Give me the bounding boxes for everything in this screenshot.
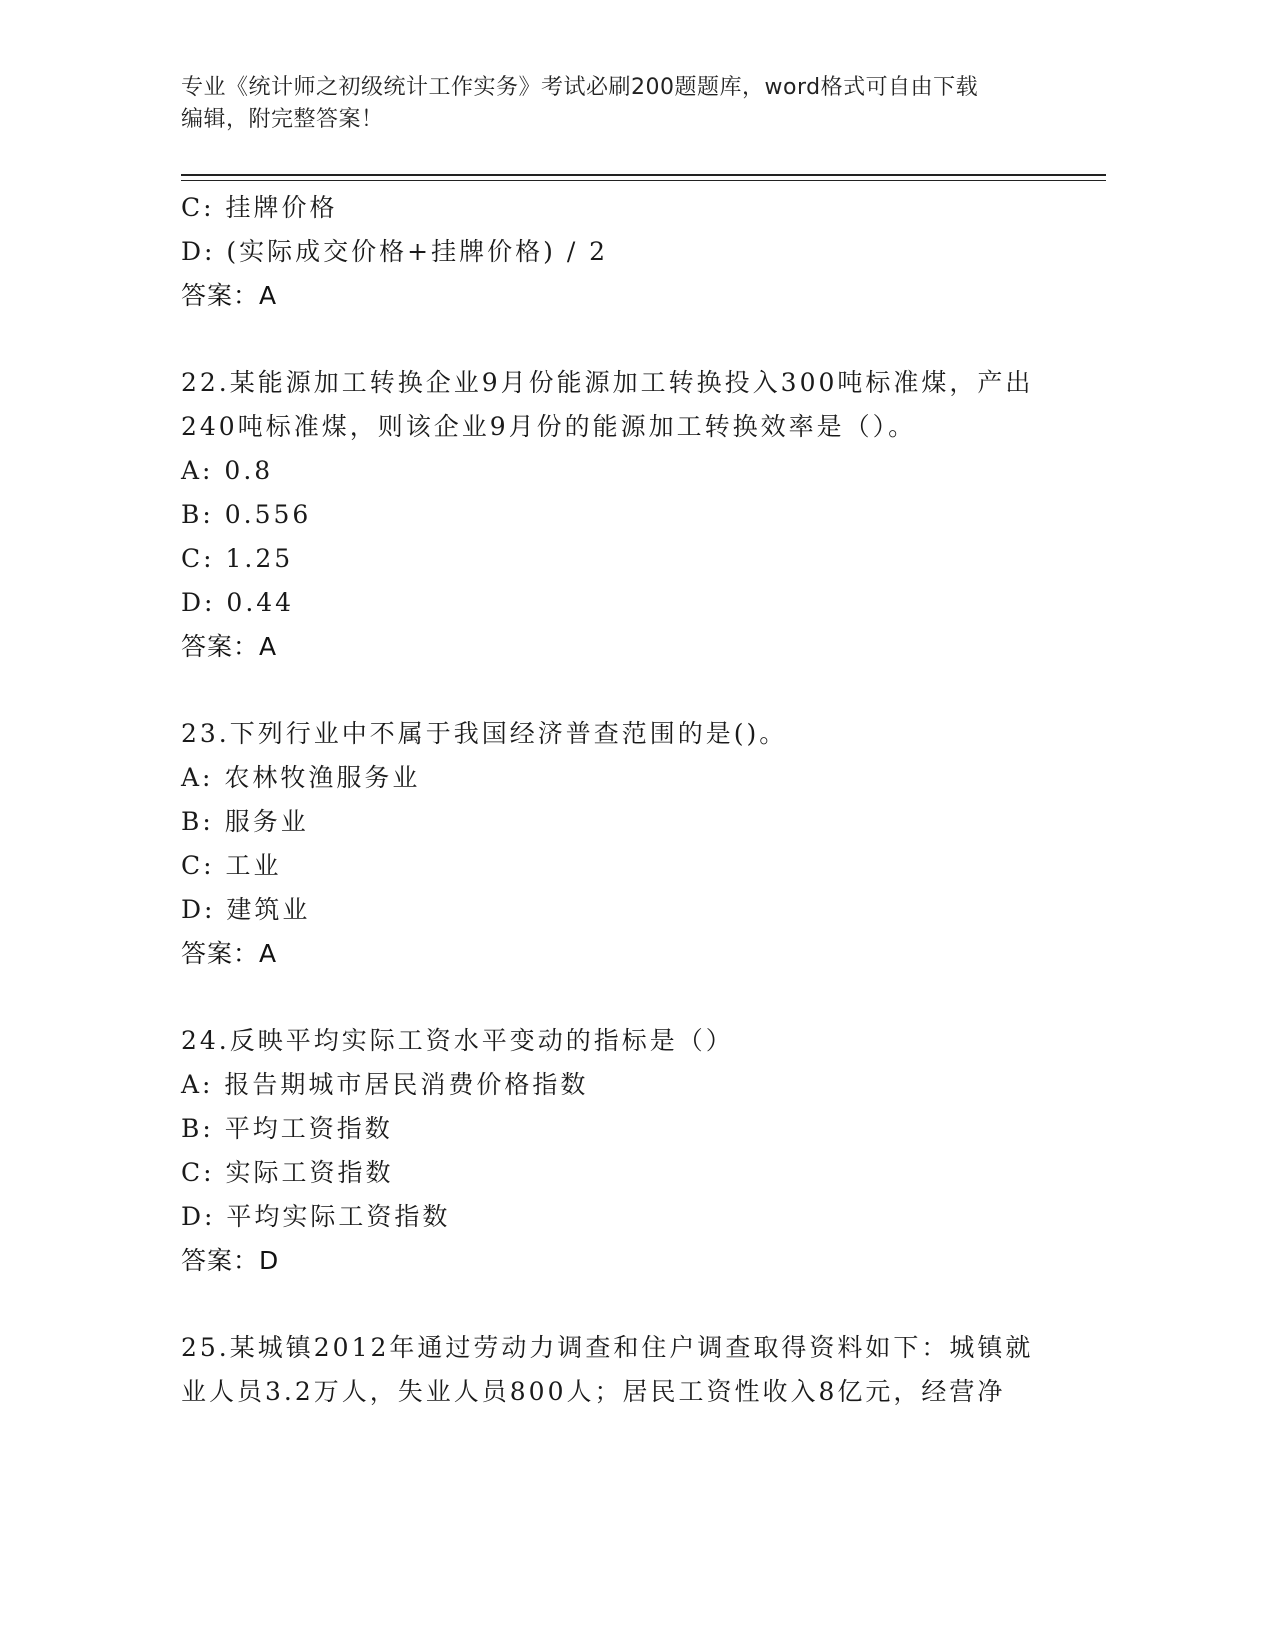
option-d: D: 建筑业 xyxy=(181,895,311,924)
header-divider-thin xyxy=(181,180,1106,181)
question-21-tail xyxy=(181,186,1081,318)
question-stem: 240吨标准煤，则该企业9月份的能源加工转换效率是（）。 xyxy=(181,412,917,441)
question-list xyxy=(181,186,1081,1414)
option-a: A: 0.8 xyxy=(181,456,274,485)
question-spacer xyxy=(181,976,1081,1019)
answer-text: 答案：A xyxy=(181,939,278,968)
question-stem: 23.下列行业中不属于我国经济普查范围的是()。 xyxy=(181,719,788,748)
option-a: A: 报告期城市居民消费价格指数 xyxy=(181,1070,589,1099)
answer-text: 答案：A xyxy=(181,632,278,661)
question-stem: 22.某能源加工转换企业9月份能源加工转换投入300吨标准煤，产出 xyxy=(181,368,1034,397)
question-25 xyxy=(181,1326,1081,1414)
question-stem: 25.某城镇2012年通过劳动力调查和住户调查取得资料如下：城镇就 xyxy=(181,1333,1034,1362)
question-22 xyxy=(181,361,1081,669)
option-c: C: 挂牌价格 xyxy=(181,193,338,222)
option-a: A: 农林牧渔服务业 xyxy=(181,763,421,792)
option-d: D: (实际成交价格+挂牌价格) / 2 xyxy=(181,237,609,266)
question-24 xyxy=(181,1019,1081,1283)
option-b: B: 平均工资指数 xyxy=(181,1114,393,1143)
option-c: C: 实际工资指数 xyxy=(181,1158,394,1187)
option-d: D: 平均实际工资指数 xyxy=(181,1202,451,1231)
question-stem: 24.反映平均实际工资水平变动的指标是（） xyxy=(181,1026,734,1055)
option-d: D: 0.44 xyxy=(181,588,295,617)
question-stem: 业人员3.2万人，失业人员800人；居民工资性收入8亿元，经营净 xyxy=(181,1377,1006,1406)
question-spacer xyxy=(181,669,1081,712)
answer-text: 答案：D xyxy=(181,1246,280,1275)
document-header xyxy=(181,72,1061,136)
header-divider-thick xyxy=(181,174,1106,176)
question-spacer xyxy=(181,318,1081,361)
question-spacer xyxy=(181,1283,1081,1326)
answer-text: 答案：A xyxy=(181,281,278,310)
header-title-line-2: 编辑，附完整答案！ xyxy=(181,107,384,132)
option-b: B: 0.556 xyxy=(181,500,312,529)
option-c: C: 工业 xyxy=(181,851,282,880)
question-23 xyxy=(181,712,1081,976)
option-c: C: 1.25 xyxy=(181,544,294,573)
header-title-line-1: 专业《统计师之初级统计工作实务》考试必刷200题题库，word格式可自由下载 xyxy=(181,75,979,100)
option-b: B: 服务业 xyxy=(181,807,309,836)
